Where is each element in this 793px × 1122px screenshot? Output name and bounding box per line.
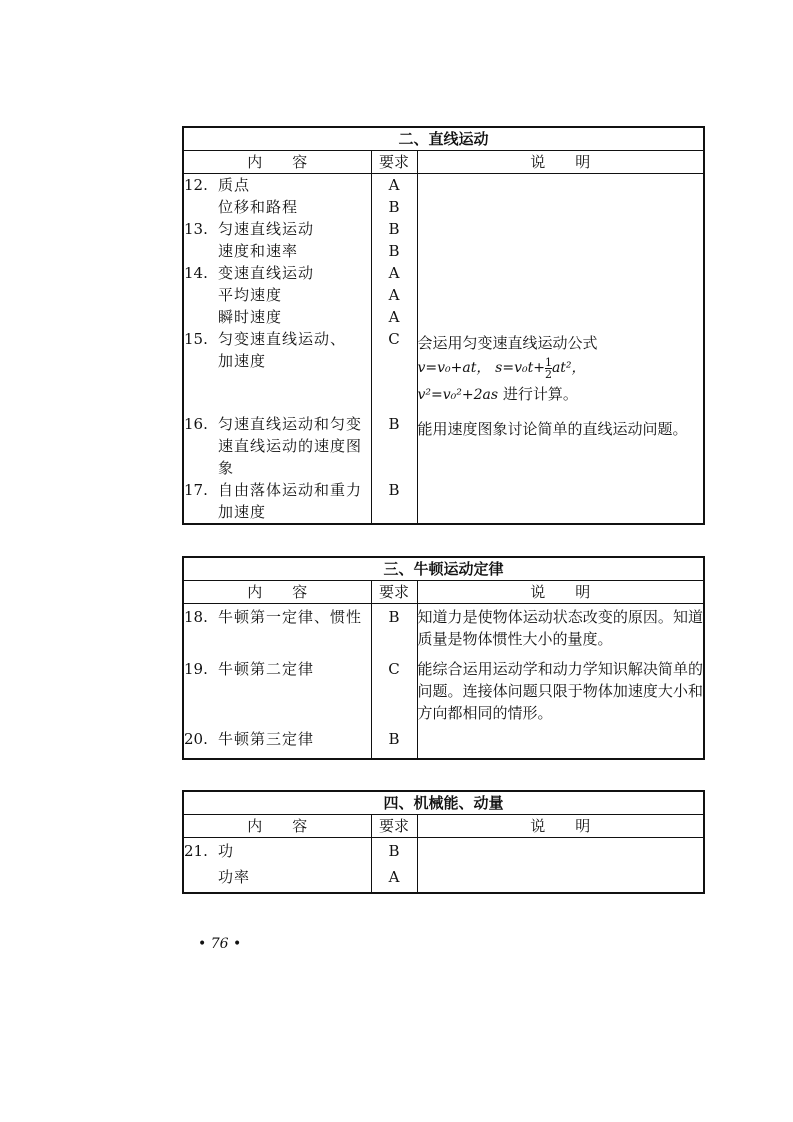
formula-math: v=v₀+at， [417, 360, 491, 376]
formula-math: at²， [551, 360, 586, 376]
formula-line [418, 381, 704, 408]
item-text: 速度和速率 [218, 242, 299, 260]
item-text: 位移和路程 [218, 198, 299, 216]
item-number: 17. [184, 481, 208, 499]
table-row [183, 174, 704, 525]
requirement-level: B [388, 730, 400, 748]
requirement-level: A [388, 176, 400, 194]
item-number: 21. [184, 842, 208, 860]
formula-math: s=v₀t+ [495, 360, 545, 376]
column-header-description: 说 明 [417, 151, 704, 174]
item-number: 16. [184, 415, 208, 433]
item-text: 功 [218, 842, 235, 860]
requirement-level: B [388, 220, 400, 238]
column-header-content: 内 容 [183, 151, 371, 174]
requirement-level: A [388, 868, 400, 886]
item-number: 19. [184, 660, 208, 678]
requirement-level: B [388, 198, 400, 216]
formula-text: 进行计算。 [502, 385, 578, 403]
item-text: 变速直线运动 [218, 264, 315, 282]
item-text: 匀变速直线运动、 [218, 330, 347, 348]
requirement-level: B [388, 481, 400, 499]
item-text: 牛顿第三定律 [218, 730, 315, 748]
table-row [183, 838, 704, 894]
item-number: 12. [184, 176, 208, 194]
item-text: 功率 [218, 868, 251, 886]
column-header-description: 说 明 [417, 581, 704, 604]
requirement-level: B [388, 842, 400, 860]
requirement-level: A [388, 308, 400, 326]
item-number: 18. [184, 608, 208, 626]
formula-math: v²=v₀²+2as [417, 387, 499, 403]
item-text: 匀速直线运动和匀变速直线运动的速度图象 [218, 415, 363, 477]
table-row [183, 604, 704, 760]
item-text: 加速度 [218, 352, 267, 370]
item-text: 牛顿第一定律、惯性 [218, 608, 363, 626]
item-text: 牛顿第二定律 [218, 660, 315, 678]
description-text: 能综合运用运动学和动力学知识解决简单的问题。连接体问题只限于物体加速度大小和方向都相同的情形。 [417, 660, 703, 722]
column-header-requirement: 要求 [371, 815, 417, 838]
column-header-requirement: 要求 [371, 581, 417, 604]
fraction: $\frac{1}{2}$ [544, 355, 552, 381]
formula-line [418, 354, 704, 381]
section-title: 四、机械能、动量 [183, 791, 704, 815]
item-text: 瞬时速度 [218, 308, 283, 326]
column-header-requirement: 要求 [371, 151, 417, 174]
requirement-level: A [388, 264, 400, 282]
item-number: 20. [184, 730, 208, 748]
description-text: 知道力是使物体运动状态改变的原因。知道质量是物体惯性大小的量度。 [417, 608, 703, 648]
item-text: 平均速度 [218, 286, 283, 304]
item-text: 自由落体运动和重力加速度 [218, 481, 363, 521]
page-number: • 76 • [198, 936, 242, 952]
description-text: 能用速度图象讨论简单的直线运动问题。 [417, 420, 688, 438]
column-header-content: 内 容 [183, 815, 371, 838]
requirement-level: B [388, 242, 400, 260]
description-text: 会运用匀变速直线运动公式 [417, 334, 598, 352]
item-text: 匀速直线运动 [218, 220, 315, 238]
column-header-description: 说 明 [417, 815, 704, 838]
requirement-level: C [388, 660, 400, 678]
item-number: 15. [184, 330, 208, 348]
section-3-table [182, 556, 705, 760]
section-2-table [182, 126, 705, 525]
item-number: 14. [184, 264, 208, 282]
item-number: 13. [184, 220, 208, 238]
requirement-level: B [388, 608, 400, 626]
column-header-content: 内 容 [183, 581, 371, 604]
requirement-level: C [388, 330, 400, 348]
section-4-table [182, 790, 705, 894]
requirement-level: B [388, 415, 400, 433]
section-title: 二、直线运动 [183, 127, 704, 151]
section-title: 三、牛顿运动定律 [183, 557, 704, 581]
requirement-level: A [388, 286, 400, 304]
item-text: 质点 [218, 176, 251, 194]
